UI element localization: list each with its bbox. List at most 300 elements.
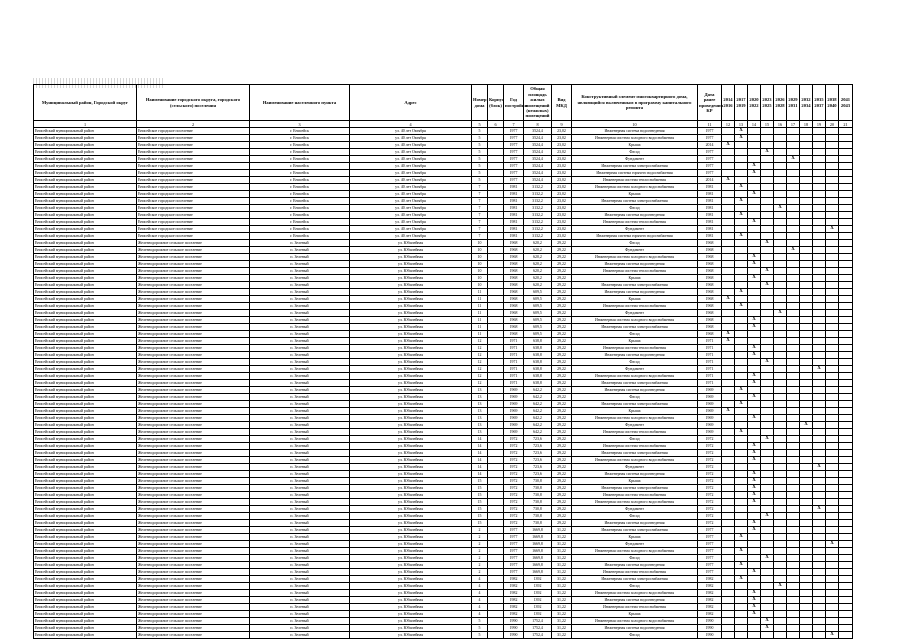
cell-year: 1969 xyxy=(504,401,524,408)
cell-element: Крыша xyxy=(572,534,698,541)
cell-type: 29,22 xyxy=(552,289,572,296)
period-cell xyxy=(774,268,787,275)
period-cell xyxy=(761,170,774,177)
period-cell xyxy=(839,394,853,401)
cell-raion: Енисейский муниципальный район xyxy=(34,261,137,268)
period-cell xyxy=(787,254,800,261)
cell-element: Крыша xyxy=(572,338,698,345)
period-cell xyxy=(722,359,735,366)
cell-poselenie: Железнодорожное сельское поселение xyxy=(137,296,250,303)
period-cell: X xyxy=(748,275,761,282)
cell-year: 1982 xyxy=(504,611,524,618)
cell-raion: Енисейский муниципальный район xyxy=(34,415,137,422)
cell-address: ул. Юбилейная xyxy=(350,632,472,639)
cell-house: 2 xyxy=(472,562,488,569)
period-cell xyxy=(787,429,800,436)
table-row xyxy=(34,240,853,247)
period-cell xyxy=(748,548,761,555)
cell-raion: Енисейский муниципальный район xyxy=(34,604,137,611)
cell-settlement: п. Зеленый xyxy=(250,261,350,268)
cell-area: 1392 xyxy=(524,590,552,597)
cell-settlement: п. Зеленый xyxy=(250,541,350,548)
cell-settlement: п. Зеленый xyxy=(250,576,350,583)
cell-type: 29,22 xyxy=(552,394,572,401)
cell-type: 23,02 xyxy=(552,170,572,177)
period-cell xyxy=(722,345,735,352)
cell-type: 23,02 xyxy=(552,184,572,191)
period-cell xyxy=(813,604,826,611)
table-row xyxy=(34,317,853,324)
period-cell xyxy=(774,457,787,464)
cell-house: 12 xyxy=(472,366,488,373)
cell-last-repair: 1971 xyxy=(698,338,722,345)
period-cell xyxy=(800,513,813,520)
cell-poselenie: Железнодорожное сельское поселение xyxy=(137,611,250,618)
cell-last-repair: 1977 xyxy=(698,541,722,548)
cell-house: 10 xyxy=(472,275,488,282)
period-cell xyxy=(735,205,748,212)
period-cell xyxy=(748,156,761,163)
cell-address: ул. Юбилейная xyxy=(350,506,472,513)
cell-address: ул. Юбилейная xyxy=(350,261,472,268)
cell-address: ул. Юбилейная xyxy=(350,520,472,527)
period-cell xyxy=(839,457,853,464)
period-cell xyxy=(748,310,761,317)
cell-element: Фасад xyxy=(572,359,698,366)
period-cell xyxy=(722,205,735,212)
period-cell xyxy=(761,443,774,450)
cell-block xyxy=(488,499,504,506)
period-cell xyxy=(813,373,826,380)
table-row xyxy=(34,394,853,401)
cell-element: Крыша xyxy=(572,275,698,282)
period-cell xyxy=(722,275,735,282)
cell-type: 23,02 xyxy=(552,177,572,184)
period-cell xyxy=(813,576,826,583)
cell-address: ул. 40 лет Октября xyxy=(350,128,472,135)
column-number: 12 xyxy=(722,121,735,128)
period-cell xyxy=(826,135,839,142)
column-header: Дата ранее проведения КР xyxy=(698,85,722,121)
cell-address: ул. Юбилейная xyxy=(350,324,472,331)
period-cell xyxy=(787,527,800,534)
cell-year: 1977 xyxy=(504,555,524,562)
period-cell xyxy=(826,324,839,331)
cell-year: 1977 xyxy=(504,142,524,149)
period-cell xyxy=(761,611,774,618)
column-number: 1 xyxy=(34,121,137,128)
cell-type: 23,02 xyxy=(552,135,572,142)
period-cell xyxy=(735,408,748,415)
cell-raion: Енисейский муниципальный район xyxy=(34,310,137,317)
cell-element: Инженерная система теплоснабжения xyxy=(572,177,698,184)
cell-raion: Енисейский муниципальный район xyxy=(34,499,137,506)
cell-area: 1392 xyxy=(524,576,552,583)
period-cell xyxy=(774,541,787,548)
cell-address: ул. Юбилейная xyxy=(350,240,472,247)
table-row xyxy=(34,408,853,415)
cell-raion: Енисейский муниципальный район xyxy=(34,471,137,478)
period-cell xyxy=(748,506,761,513)
table-row xyxy=(34,464,853,471)
cell-area: 620,2 xyxy=(524,282,552,289)
cell-address: ул. Юбилейная xyxy=(350,317,472,324)
period-cell xyxy=(787,345,800,352)
period-cell: X xyxy=(774,310,787,317)
period-cell xyxy=(800,303,813,310)
period-cell xyxy=(813,212,826,219)
period-cell xyxy=(722,555,735,562)
period-cell xyxy=(839,282,853,289)
period-cell xyxy=(826,261,839,268)
cell-element: Инженерная система горячего водоснабжения xyxy=(572,233,698,240)
period-cell xyxy=(774,303,787,310)
table-row xyxy=(34,541,853,548)
cell-year: 1972 xyxy=(504,513,524,520)
cell-last-repair: 2014 xyxy=(698,142,722,149)
period-cell xyxy=(787,548,800,555)
period-cell xyxy=(800,296,813,303)
cell-raion: Енисейский муниципальный район xyxy=(34,205,137,212)
cell-poselenie: Енисейское городское поселение xyxy=(137,205,250,212)
period-cell xyxy=(839,135,853,142)
cell-block xyxy=(488,555,504,562)
cell-address: ул. Юбилейная xyxy=(350,457,472,464)
cell-block xyxy=(488,247,504,254)
period-cell: X xyxy=(722,338,735,345)
period-cell xyxy=(761,492,774,499)
cell-area: 620,2 xyxy=(524,268,552,275)
period-cell xyxy=(787,604,800,611)
cell-house: 15 xyxy=(472,513,488,520)
cell-address: ул. Юбилейная xyxy=(350,422,472,429)
period-cell xyxy=(774,401,787,408)
cell-type: 29,22 xyxy=(552,331,572,338)
cell-address: ул. Юбилейная xyxy=(350,583,472,590)
period-cell xyxy=(826,331,839,338)
cell-poselenie: Железнодорожное сельское поселение xyxy=(137,408,250,415)
cell-address: ул. Юбилейная xyxy=(350,499,472,506)
period-cell xyxy=(839,555,853,562)
period-cell xyxy=(839,625,853,632)
cell-settlement: г. Енисейск xyxy=(250,205,350,212)
table-row xyxy=(34,275,853,282)
cell-poselenie: Железнодорожное сельское поселение xyxy=(137,492,250,499)
period-cell xyxy=(826,590,839,597)
period-cell xyxy=(813,478,826,485)
cell-block xyxy=(488,268,504,275)
cell-year: 1977 xyxy=(504,149,524,156)
period-cell xyxy=(787,198,800,205)
cell-address: ул. Юбилейная xyxy=(350,555,472,562)
period-cell xyxy=(722,611,735,618)
cell-block xyxy=(488,233,504,240)
cell-year: 1968 xyxy=(504,324,524,331)
cell-address: ул. Юбилейная xyxy=(350,296,472,303)
period-cell xyxy=(774,191,787,198)
period-cell xyxy=(774,163,787,170)
table-row xyxy=(34,450,853,457)
cell-year: 1969 xyxy=(504,422,524,429)
period-cell xyxy=(813,443,826,450)
cell-address: ул. Юбилейная xyxy=(350,345,472,352)
cell-house: 7 xyxy=(472,233,488,240)
cell-last-repair: 1977 xyxy=(698,170,722,177)
cell-year: 1977 xyxy=(504,156,524,163)
cell-area: 3524,4 xyxy=(524,177,552,184)
table-row xyxy=(34,590,853,597)
cell-area: 3524,4 xyxy=(524,128,552,135)
period-cell xyxy=(800,429,813,436)
cell-house: 2 xyxy=(472,534,488,541)
period-cell xyxy=(839,541,853,548)
period-cell xyxy=(826,422,839,429)
cell-year: 1977 xyxy=(504,177,524,184)
period-cell xyxy=(722,219,735,226)
period-cell xyxy=(761,415,774,422)
cell-area: 620,2 xyxy=(524,240,552,247)
cell-raion: Енисейский муниципальный район xyxy=(34,569,137,576)
cell-year: 1972 xyxy=(504,457,524,464)
table-row xyxy=(34,289,853,296)
period-cell xyxy=(722,156,735,163)
cell-element: Фундамент xyxy=(572,247,698,254)
period-cell xyxy=(735,471,748,478)
period-cell xyxy=(813,618,826,625)
column-number: 11 xyxy=(698,121,722,128)
cell-year: 1968 xyxy=(504,254,524,261)
cell-poselenie: Железнодорожное сельское поселение xyxy=(137,359,250,366)
period-cell xyxy=(787,331,800,338)
period-cell xyxy=(735,506,748,513)
cell-type: 29,22 xyxy=(552,443,572,450)
cell-last-repair: 1968 xyxy=(698,324,722,331)
cell-year: 1969 xyxy=(504,394,524,401)
cell-poselenie: Железнодорожное сельское поселение xyxy=(137,534,250,541)
period-cell xyxy=(722,289,735,296)
cell-settlement: п. Зеленый xyxy=(250,597,350,604)
column-header: 2041 2043 xyxy=(839,85,853,121)
period-cell xyxy=(761,380,774,387)
period-cell xyxy=(813,338,826,345)
cell-raion: Енисейский муниципальный район xyxy=(34,527,137,534)
cell-address: ул. Юбилейная xyxy=(350,527,472,534)
period-cell xyxy=(813,401,826,408)
period-cell xyxy=(826,499,839,506)
cell-block xyxy=(488,618,504,625)
period-cell xyxy=(839,373,853,380)
period-cell xyxy=(813,429,826,436)
period-cell xyxy=(722,597,735,604)
period-cell xyxy=(774,212,787,219)
cell-house: 10 xyxy=(472,240,488,247)
cell-address: ул. Юбилейная xyxy=(350,408,472,415)
period-cell xyxy=(787,611,800,618)
period-cell xyxy=(839,198,853,205)
cell-year: 1972 xyxy=(504,478,524,485)
table-row xyxy=(34,261,853,268)
cell-house: 5 xyxy=(472,135,488,142)
cell-raion: Енисейский муниципальный район xyxy=(34,170,137,177)
period-cell: X xyxy=(748,191,761,198)
period-cell xyxy=(774,289,787,296)
period-cell xyxy=(826,142,839,149)
cell-house: 14 xyxy=(472,436,488,443)
period-cell: X xyxy=(722,331,735,338)
cell-element: Инженерная система электроснабжения xyxy=(572,282,698,289)
cell-last-repair: 1969 xyxy=(698,394,722,401)
period-cell xyxy=(813,149,826,156)
cell-area: 620,2 xyxy=(524,247,552,254)
cell-block xyxy=(488,506,504,513)
period-cell xyxy=(787,513,800,520)
period-cell xyxy=(826,219,839,226)
cell-house: 4 xyxy=(472,604,488,611)
cell-address: ул. 40 лет Октября xyxy=(350,198,472,205)
cell-area: 1392 xyxy=(524,604,552,611)
period-cell xyxy=(839,478,853,485)
period-cell xyxy=(800,142,813,149)
cell-settlement: г. Енисейск xyxy=(250,149,350,156)
cell-settlement: п. Зеленый xyxy=(250,254,350,261)
period-cell xyxy=(787,282,800,289)
period-cell xyxy=(735,345,748,352)
cell-element: Фасад xyxy=(572,513,698,520)
period-cell xyxy=(787,625,800,632)
cell-last-repair: 1971 xyxy=(698,380,722,387)
period-cell: X xyxy=(748,604,761,611)
cell-last-repair: 1968 xyxy=(698,282,722,289)
period-cell xyxy=(839,296,853,303)
period-cell: X xyxy=(735,184,748,191)
cell-area: 3132,2 xyxy=(524,212,552,219)
cell-last-repair: 1981 xyxy=(698,233,722,240)
period-cell xyxy=(813,135,826,142)
cell-block xyxy=(488,436,504,443)
period-cell xyxy=(722,513,735,520)
cell-element: Инженерная система теплоснабжения xyxy=(572,604,698,611)
period-cell xyxy=(735,142,748,149)
cell-area: 730,8 xyxy=(524,506,552,513)
period-cell xyxy=(787,387,800,394)
cell-settlement: п. Зеленый xyxy=(250,422,350,429)
cell-last-repair: 1971 xyxy=(698,373,722,380)
cell-settlement: г. Енисейск xyxy=(250,233,350,240)
period-cell xyxy=(787,506,800,513)
period-cell xyxy=(761,184,774,191)
cell-year: 1990 xyxy=(504,618,524,625)
cell-block xyxy=(488,562,504,569)
period-cell xyxy=(761,450,774,457)
period-cell xyxy=(800,135,813,142)
cell-area: 730,8 xyxy=(524,499,552,506)
period-cell xyxy=(839,534,853,541)
cell-raion: Енисейский муниципальный район xyxy=(34,198,137,205)
cell-raion: Енисейский муниципальный район xyxy=(34,352,137,359)
period-cell xyxy=(787,135,800,142)
column-header: Наименование населенного пункта xyxy=(250,85,350,121)
period-cell xyxy=(774,142,787,149)
cell-block xyxy=(488,583,504,590)
period-cell xyxy=(787,380,800,387)
period-cell xyxy=(787,618,800,625)
cell-address: ул. Юбилейная xyxy=(350,611,472,618)
cell-address: ул. Юбилейная xyxy=(350,464,472,471)
cell-type: 29,22 xyxy=(552,506,572,513)
cell-area: 1752,4 xyxy=(524,632,552,639)
period-cell xyxy=(800,387,813,394)
period-cell xyxy=(813,499,826,506)
period-cell xyxy=(839,401,853,408)
cell-block xyxy=(488,478,504,485)
period-cell xyxy=(787,163,800,170)
table-row xyxy=(34,128,853,135)
cell-poselenie: Железнодорожное сельское поселение xyxy=(137,352,250,359)
period-cell xyxy=(748,289,761,296)
column-number: 18 xyxy=(800,121,813,128)
period-cell xyxy=(735,170,748,177)
cell-house: 11 xyxy=(472,331,488,338)
cell-last-repair: 1982 xyxy=(698,597,722,604)
period-cell xyxy=(722,233,735,240)
period-cell xyxy=(826,618,839,625)
cell-house: 12 xyxy=(472,359,488,366)
period-cell xyxy=(839,415,853,422)
cell-element: Фасад xyxy=(572,632,698,639)
cell-type: 31,22 xyxy=(552,611,572,618)
period-cell xyxy=(826,576,839,583)
cell-raion: Енисейский муниципальный район xyxy=(34,380,137,387)
cell-raion: Енисейский муниципальный район xyxy=(34,506,137,513)
period-cell xyxy=(774,177,787,184)
cell-type: 23,02 xyxy=(552,142,572,149)
cell-element: Инженерная система холодного водоснабжения xyxy=(572,254,698,261)
period-cell xyxy=(826,240,839,247)
cell-element: Инженерная система теплоснабжения xyxy=(572,268,698,275)
cell-area: 642,2 xyxy=(524,387,552,394)
cell-element: Инженерная система электроснабжения xyxy=(572,576,698,583)
cell-year: 1982 xyxy=(504,597,524,604)
table-row xyxy=(34,191,853,198)
period-cell xyxy=(813,247,826,254)
period-cell xyxy=(761,345,774,352)
period-cell xyxy=(787,303,800,310)
period-cell xyxy=(787,562,800,569)
period-cell xyxy=(839,443,853,450)
period-cell xyxy=(787,457,800,464)
cell-block xyxy=(488,303,504,310)
period-cell xyxy=(813,583,826,590)
cell-element: Фасад xyxy=(572,331,698,338)
cell-address: ул. Юбилейная xyxy=(350,625,472,632)
period-cell: X xyxy=(748,597,761,604)
period-cell xyxy=(774,485,787,492)
cell-block xyxy=(488,590,504,597)
cell-house: 15 xyxy=(472,485,488,492)
period-cell xyxy=(787,422,800,429)
period-cell xyxy=(839,254,853,261)
cell-last-repair: 1968 xyxy=(698,254,722,261)
period-cell xyxy=(800,352,813,359)
period-cell xyxy=(813,415,826,422)
period-cell xyxy=(735,149,748,156)
period-cell xyxy=(826,485,839,492)
cell-type: 31,22 xyxy=(552,548,572,555)
period-cell xyxy=(735,310,748,317)
cell-address: ул. Юбилейная xyxy=(350,275,472,282)
cell-element: Инженерная система водоотведения xyxy=(572,387,698,394)
period-cell xyxy=(787,352,800,359)
